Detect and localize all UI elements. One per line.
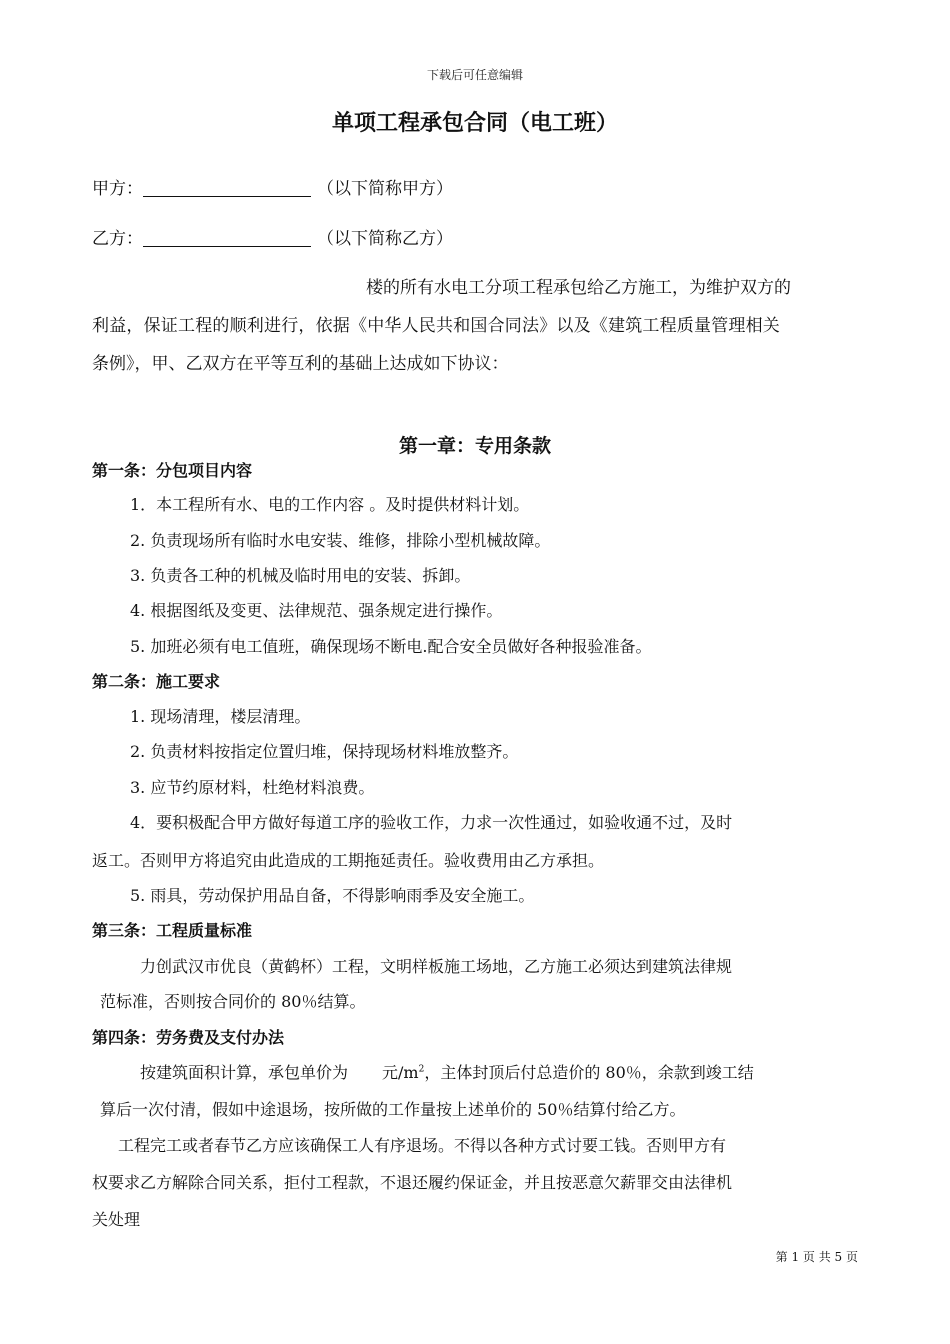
article-1-item: 2. 负责现场所有临时水电安装、维修，排除小型机械故障。 (130, 531, 551, 550)
article-1-heading: 第一条：分包项目内容 (92, 461, 253, 480)
header-note: 下载后可任意编辑 (426, 68, 523, 82)
article-2-item-4-line-2: 返工。否则甲方将追究由此造成的工期拖延责任。验收费用由乙方承担。 (92, 851, 605, 870)
article-3-heading: 第三条：工程质量标准 (92, 921, 253, 940)
party-b-label: 乙方： (92, 229, 143, 249)
article-1-item: 5. 加班必须有电工值班，确保现场不断电.配合安全员做好各种报验准备。 (130, 637, 652, 656)
chapter-heading: 第一章：专用条款 (398, 435, 551, 457)
article-2-item-4-line-1: 4．要积极配合甲方做好每道工序的验收工作，力求一次性通过，如验收通不过，及时 (130, 813, 733, 832)
party-a-line (92, 174, 453, 199)
unit-label: 元/m (382, 1063, 419, 1082)
document-title: 单项工程承包合同（电工班） (331, 111, 618, 136)
article-1-item: 4. 根据图纸及变更、法律规范、强条规定进行操作。 (130, 601, 503, 620)
article-4-line-3: 工程完工或者春节乙方应该确保工人有序退场。不得以各种方式讨要工钱。否则甲方有 (118, 1136, 727, 1155)
party-b-line (92, 224, 453, 249)
article-3-line-1: 力创武汉市优良（黄鹤杯）工程，文明样板施工场地，乙方施工必须达到建筑法律规 (140, 957, 733, 976)
article-2-item-5: 5. 雨具，劳动保护用品自备，不得影响雨季及安全施工。 (130, 886, 535, 905)
article-4-line-2: 算后一次付清，假如中途退场，按所做的工作量按上述单价的 50％结算付给乙方。 (100, 1100, 686, 1119)
party-b-blank (143, 228, 311, 247)
intro-line-3: 条例》，甲、乙双方在平等互利的基础上达成如下协议： (92, 354, 509, 374)
article-1-item: 1．本工程所有水、电的工作内容 。及时提供材料计划。 (130, 495, 530, 514)
intro-line-1: 楼的所有水电工分项工程承包给乙方施工，为维护双方的 (366, 278, 791, 298)
article-4-line-4: 权要求乙方解除合同关系，拒付工程款，不退还履约保证金，并且按恶意欠薪罪交由法律机 (92, 1173, 733, 1192)
article-3-line-2: 范标准，否则按合同价的 80％结算。 (100, 992, 366, 1011)
article-2-item: 2. 负责材料按指定位置归堆，保持现场材料堆放整齐。 (130, 742, 519, 761)
article-4-line-1-end: ，主体封顶后付总造价的 80％，余款到竣工结 (424, 1063, 754, 1082)
article-2-item: 1. 现场清理，楼层清理。 (130, 707, 311, 726)
party-a-blank (143, 178, 311, 197)
article-1-item: 3. 负责各工种的机械及临时用电的安装、拆卸。 (130, 566, 471, 585)
article-2-heading: 第二条：施工要求 (92, 672, 221, 691)
intro-line-2: 利益，保证工程的顺利进行，依据《中华人民共和国合同法》以及《建筑工程质量管理相关 (92, 316, 780, 336)
party-b-suffix: （以下简称乙方） (317, 229, 453, 249)
unit-superscript: 2 (418, 1064, 425, 1075)
party-a-label: 甲方： (92, 179, 143, 199)
article-2-item: 3. 应节约原材料，杜绝材料浪费。 (130, 778, 375, 797)
article-4-line-1-start: 按建筑面积计算，承包单价为 (140, 1063, 349, 1082)
article-4-heading: 第四条：劳务费及支付办法 (92, 1028, 285, 1047)
page-number: 第 1 页 共 5 页 (775, 1250, 858, 1264)
party-a-suffix: （以下简称甲方） (317, 179, 453, 199)
article-4-line-5: 关处理 (92, 1210, 141, 1229)
article-4-line-1 (140, 1060, 754, 1083)
